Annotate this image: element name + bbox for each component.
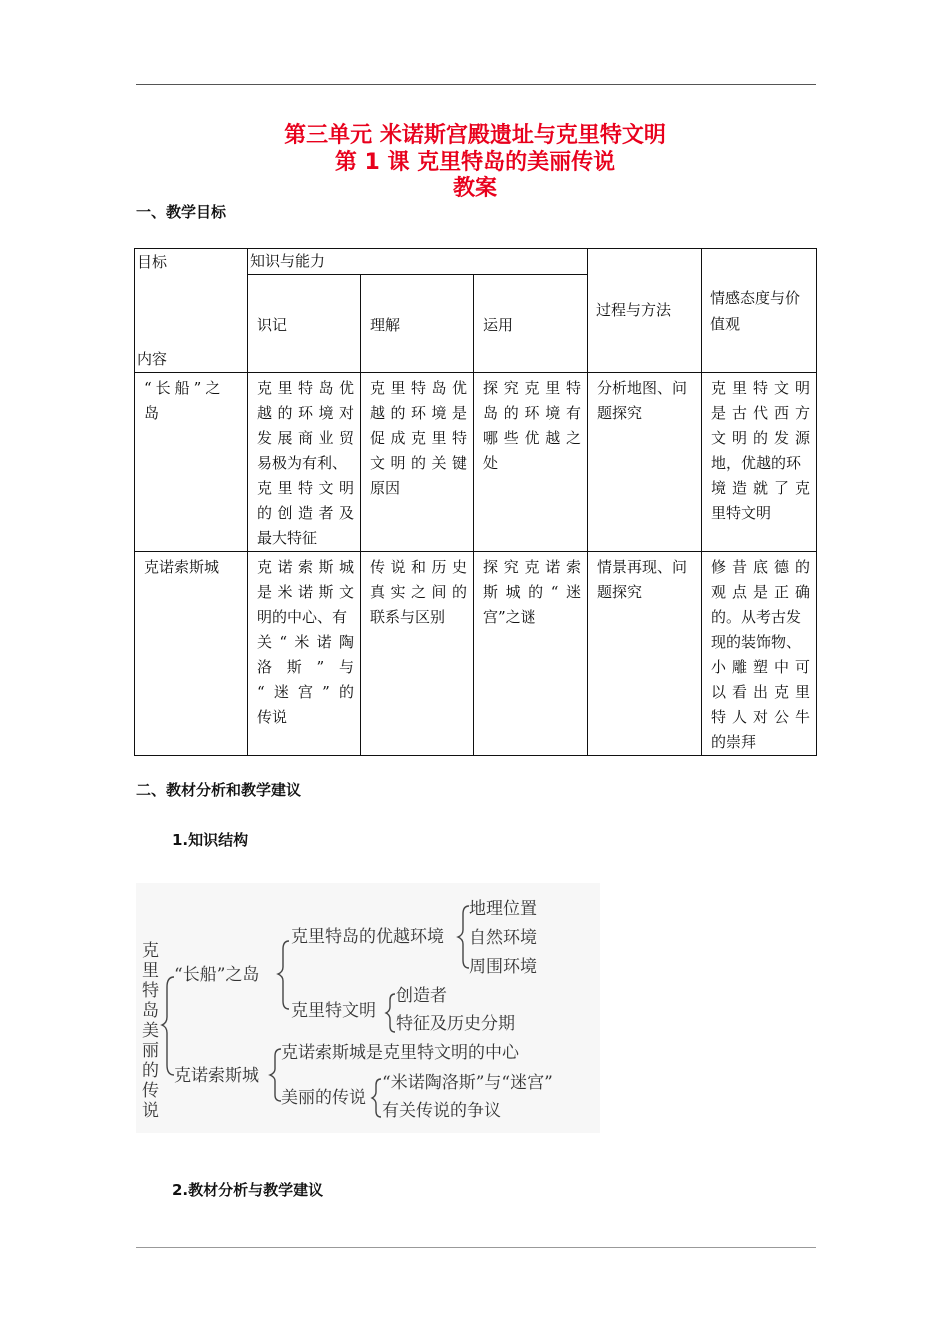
brace-branch2-b [372, 1079, 381, 1117]
header-process-method: 过程与方法 [588, 249, 702, 373]
table-row [135, 373, 817, 552]
diagram-legend-debate: 有关传说的争议 [382, 1101, 501, 1121]
header-knowledge-ability: 知识与能力 [248, 249, 588, 275]
row2-understand-cell: 传说和历史 真实之间的 联系与区别 [361, 552, 474, 756]
row1-emotion-cell: 克里特文明 是古代西方 文明的发源 地，优越的环 境造就了克 里特文明 [702, 373, 817, 552]
diagram-branch1-a-label: 克里特岛的优越环境 [291, 927, 444, 947]
row1-apply-cell: 探究克里特 岛的环境有 哪些优越之 处 [474, 373, 588, 552]
row1-understand-cell: 克里特岛优 越的环境是 促成克里特 文明的关键 原因 [361, 373, 474, 552]
brace-branch2 [270, 1049, 281, 1101]
diagram-geo-location: 地理位置 [469, 899, 537, 919]
brace-branch1 [278, 941, 289, 1009]
table-row [135, 552, 817, 756]
diagram-branch1-label: “长船”之岛 [174, 965, 260, 985]
unit-title: 第三单元 米诺斯宫殿遗址与克里特文明 [284, 123, 666, 148]
header-rule [136, 84, 816, 85]
knowledge-structure-diagram [136, 883, 600, 1133]
diagram-minotaur-labyrinth: “米诺陶洛斯”与“迷宫” [382, 1073, 553, 1093]
lesson-title: 第 1 课 克里特岛的美丽传说 [334, 150, 616, 175]
row2-process-cell: 情景再现、问 题探究 [588, 552, 702, 756]
brace-branch1-a [458, 906, 469, 968]
diagram-branch2-a-label: 克诺索斯城是克里特文明的中心 [281, 1043, 519, 1063]
corner-bottom-label: 内容 [137, 350, 168, 368]
header-emotion-values: 情感态度与价值观 [702, 249, 817, 373]
row1-process-cell: 分析地图、问 题探究 [588, 373, 702, 552]
diagram-branch2-label: 克诺索斯城 [174, 1066, 259, 1086]
diagram-branch1-b-label: 克里特文明 [291, 1001, 376, 1021]
header-memorize: 识记 [248, 275, 361, 373]
objectives-table [134, 248, 817, 756]
brace-root [162, 977, 174, 1075]
row-label-knossos: 克诺索斯城 [135, 552, 248, 756]
corner-top-label: 目标 [137, 253, 168, 271]
diagram-branch2-b-label: 美丽的传说 [281, 1088, 366, 1108]
diagram-root-label: 克里特岛美丽的传说 [142, 941, 159, 1121]
doc-type-title: 教案 [452, 176, 497, 201]
row2-emotion-cell: 修昔底德的 观点是正确 的。从考古发 现的装饰物、 小雕塑中可 以看出克里 特人对公牛 的崇拜 [702, 552, 817, 756]
header-understand: 理解 [361, 275, 474, 373]
section-heading-analysis: 二、教材分析和教学建议 [136, 781, 302, 799]
header-apply: 运用 [474, 275, 588, 373]
row2-apply-cell: 探究克诺索 斯城的“迷 宫”之谜 [474, 552, 588, 756]
diagram-natural-env: 自然环境 [469, 928, 537, 948]
brace-branch1-b [386, 994, 395, 1032]
diagram-features-periods: 特征及历史分期 [396, 1014, 515, 1034]
subheading-analysis-suggestions: 2.教材分析与教学建议 [172, 1181, 324, 1199]
row1-memorize-cell: 克里特岛优 越的环境对 发展商业贸 易极为有利、 克里特文明 的创造者及 最大特征 [248, 373, 361, 552]
section-heading-objectives: 一、教学目标 [136, 203, 227, 221]
footer-rule [136, 1247, 816, 1248]
diagram-creators: 创造者 [396, 986, 447, 1006]
row2-memorize-cell: 克诺索斯城 是米诺斯文 明的中心、有 关“米诺陶 洛斯”与 “迷宫”的 传说 [248, 552, 361, 756]
row-label-long-ship-island: “长船”之岛 [135, 373, 248, 552]
diagram-surrounding-env: 周围环境 [469, 957, 537, 977]
table-corner-cell [135, 249, 248, 373]
subheading-knowledge-structure: 1.知识结构 [172, 831, 249, 849]
